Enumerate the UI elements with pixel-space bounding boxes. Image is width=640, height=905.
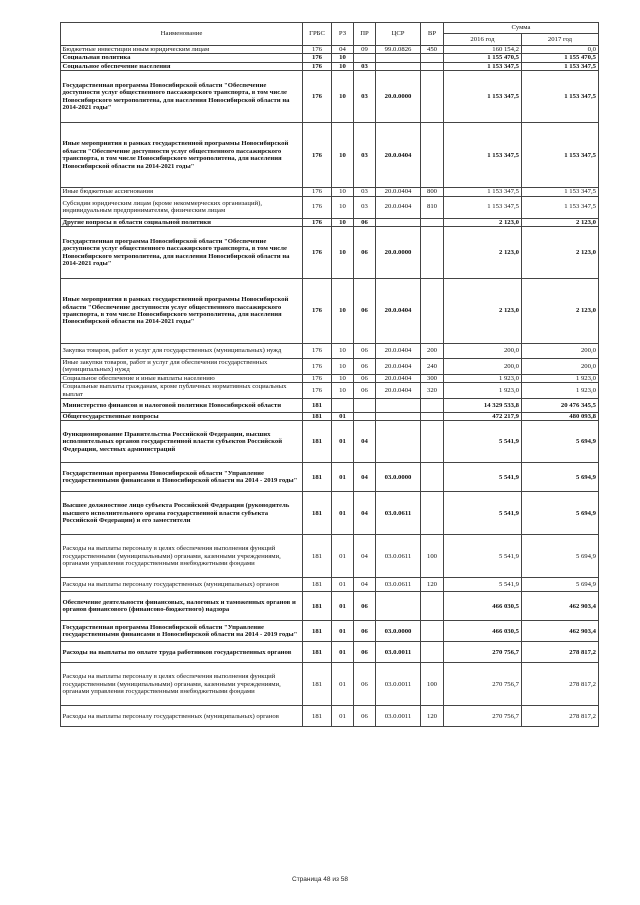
cell-rz: 10	[332, 383, 354, 399]
cell-sum-2017: 0,0	[522, 46, 599, 54]
cell-vr	[421, 71, 444, 123]
cell-name: Иные бюджетные ассигнования	[61, 188, 303, 196]
cell-rz: 01	[332, 421, 354, 463]
header-year-2016: 2016 год	[444, 34, 522, 46]
cell-csr: 99.0.0826	[376, 46, 421, 54]
cell-grbs: 176	[303, 62, 332, 70]
table-row	[61, 399, 599, 413]
cell-grbs: 181	[303, 399, 332, 413]
cell-vr	[421, 227, 444, 279]
cell-pr: 06	[354, 706, 376, 727]
cell-vr	[421, 279, 444, 344]
cell-sum-2016: 1 153 347,5	[444, 62, 522, 70]
cell-rz: 01	[332, 706, 354, 727]
cell-vr: 450	[421, 46, 444, 54]
cell-rz: 01	[332, 463, 354, 492]
cell-grbs: 181	[303, 706, 332, 727]
cell-vr: 300	[421, 374, 444, 382]
cell-csr: 20.0.0000	[376, 71, 421, 123]
table-row	[61, 359, 599, 375]
cell-csr: 03.0.0000	[376, 621, 421, 642]
cell-rz: 10	[332, 71, 354, 123]
cell-sum-2016: 160 154,2	[444, 46, 522, 54]
cell-sum-2017: 1 153 347,5	[522, 188, 599, 196]
cell-csr	[376, 62, 421, 70]
cell-rz: 01	[332, 578, 354, 592]
cell-pr: 06	[354, 344, 376, 359]
cell-sum-2017: 278 817,2	[522, 663, 599, 706]
cell-name: Иные закупки товаров, работ и услуг для обеспечения государственных (муниципальных) нужд	[61, 359, 303, 375]
cell-grbs: 176	[303, 196, 332, 218]
cell-pr: 09	[354, 46, 376, 54]
cell-sum-2017: 2 123,0	[522, 227, 599, 279]
cell-sum-2016: 5 541,9	[444, 492, 522, 535]
cell-pr: 04	[354, 578, 376, 592]
cell-name: Государственная программа Новосибирской области "Управление государственными финансами в Новосибирской области на 2014 - 2019 годы"	[61, 463, 303, 492]
cell-csr: 03.0.0611	[376, 578, 421, 592]
cell-name: Социальная политика	[61, 54, 303, 62]
cell-sum-2016: 1 153 347,5	[444, 188, 522, 196]
cell-sum-2017: 278 817,2	[522, 642, 599, 663]
cell-rz: 01	[332, 663, 354, 706]
header-pr: ПР	[354, 23, 376, 46]
table-row	[61, 578, 599, 592]
cell-name: Другие вопросы в области социальной политики	[61, 218, 303, 226]
cell-name: Социальные выплаты гражданам, кроме публичных нормативных социальных выплат	[61, 383, 303, 399]
cell-sum-2016: 466 030,5	[444, 621, 522, 642]
header-grbs: ГРБС	[303, 23, 332, 46]
cell-name: Закупка товаров, работ и услуг для государственных (муниципальных) нужд	[61, 344, 303, 359]
table-row	[61, 492, 599, 535]
cell-grbs: 181	[303, 663, 332, 706]
cell-csr	[376, 592, 421, 621]
cell-rz: 01	[332, 642, 354, 663]
cell-pr	[354, 54, 376, 62]
cell-name: Расходы на выплаты по оплате труда работников государственных органов	[61, 642, 303, 663]
cell-sum-2016: 5 541,9	[444, 535, 522, 578]
cell-vr	[421, 592, 444, 621]
cell-csr: 20.0.0404	[376, 188, 421, 196]
cell-grbs: 176	[303, 218, 332, 226]
cell-sum-2017: 278 817,2	[522, 706, 599, 727]
cell-name: Расходы на выплаты персоналу в целях обеспечения выполнения функций государственными (муниципальными) органами, казенными учреждениями, органами управления государственными внебюджетными фондами	[61, 663, 303, 706]
cell-rz: 10	[332, 359, 354, 375]
cell-sum-2017: 5 694,9	[522, 535, 599, 578]
cell-pr: 06	[354, 663, 376, 706]
cell-vr: 120	[421, 706, 444, 727]
cell-pr: 06	[354, 359, 376, 375]
cell-grbs: 181	[303, 642, 332, 663]
table-row	[61, 54, 599, 62]
cell-sum-2016: 5 541,9	[444, 421, 522, 463]
cell-vr	[421, 54, 444, 62]
cell-sum-2017: 462 903,4	[522, 592, 599, 621]
cell-pr: 03	[354, 188, 376, 196]
cell-sum-2017: 5 694,9	[522, 421, 599, 463]
cell-pr: 03	[354, 62, 376, 70]
cell-pr	[354, 399, 376, 413]
budget-table-page	[60, 22, 598, 727]
cell-csr	[376, 218, 421, 226]
cell-grbs: 181	[303, 413, 332, 421]
cell-pr: 03	[354, 196, 376, 218]
cell-name: Общегосударственные вопросы	[61, 413, 303, 421]
cell-rz: 10	[332, 196, 354, 218]
cell-rz: 10	[332, 218, 354, 226]
cell-rz: 10	[332, 227, 354, 279]
cell-vr: 800	[421, 188, 444, 196]
cell-name: Расходы на выплаты персоналу государственных (муниципальных) органов	[61, 578, 303, 592]
cell-pr: 03	[354, 71, 376, 123]
cell-sum-2017: 2 123,0	[522, 279, 599, 344]
table-row	[61, 383, 599, 399]
table-row	[61, 374, 599, 382]
cell-grbs: 181	[303, 592, 332, 621]
cell-sum-2016: 270 756,7	[444, 706, 522, 727]
cell-grbs: 176	[303, 383, 332, 399]
cell-rz: 10	[332, 344, 354, 359]
cell-sum-2016: 270 756,7	[444, 642, 522, 663]
cell-sum-2016: 2 123,0	[444, 227, 522, 279]
cell-rz: 01	[332, 535, 354, 578]
cell-name: Высшее должностное лицо субъекта Российской Федерации (руководитель высшего исполнительного органа государственной власти субъекта Российской Федерации) и его заместители	[61, 492, 303, 535]
cell-pr: 06	[354, 218, 376, 226]
cell-name: Функционирование Правительства Российской Федерации, высших исполнительных органов государственной власти субъектов Российской Федерации, местных администраций	[61, 421, 303, 463]
cell-sum-2016: 1 153 347,5	[444, 196, 522, 218]
cell-sum-2016: 466 030,5	[444, 592, 522, 621]
cell-pr: 06	[354, 279, 376, 344]
cell-name: Иные мероприятия в рамках государственной программы Новосибирской области "Обеспечение доступности услуг общественного пассажирского транспорта, в том числе Новосибирского метрополитена, для населения Новосибирской области на 2014-2021 годы"	[61, 123, 303, 188]
cell-sum-2016: 2 123,0	[444, 218, 522, 226]
table-row	[61, 535, 599, 578]
cell-csr: 03.0.0011	[376, 663, 421, 706]
cell-sum-2016: 200,0	[444, 359, 522, 375]
cell-sum-2016: 1 153 347,5	[444, 123, 522, 188]
cell-rz: 10	[332, 279, 354, 344]
cell-grbs: 176	[303, 71, 332, 123]
cell-sum-2016: 5 541,9	[444, 463, 522, 492]
table-row	[61, 196, 599, 218]
cell-grbs: 176	[303, 54, 332, 62]
table-row	[61, 62, 599, 70]
cell-vr	[421, 218, 444, 226]
cell-grbs: 176	[303, 123, 332, 188]
cell-vr: 120	[421, 578, 444, 592]
cell-vr	[421, 421, 444, 463]
cell-vr: 810	[421, 196, 444, 218]
cell-sum-2016: 200,0	[444, 344, 522, 359]
cell-rz: 10	[332, 54, 354, 62]
cell-rz: 10	[332, 62, 354, 70]
cell-vr	[421, 123, 444, 188]
cell-pr	[354, 413, 376, 421]
cell-sum-2017: 1 923,0	[522, 383, 599, 399]
cell-sum-2016: 5 541,9	[444, 578, 522, 592]
cell-pr: 04	[354, 463, 376, 492]
table-row	[61, 463, 599, 492]
cell-grbs: 181	[303, 492, 332, 535]
table-row	[61, 663, 599, 706]
header-rz: РЗ	[332, 23, 354, 46]
cell-name: Социальное обеспечение и иные выплаты населению	[61, 374, 303, 382]
cell-pr: 06	[354, 642, 376, 663]
cell-sum-2017: 20 476 345,5	[522, 399, 599, 413]
cell-sum-2017: 1 923,0	[522, 374, 599, 382]
table-row	[61, 421, 599, 463]
cell-sum-2017: 200,0	[522, 359, 599, 375]
cell-csr: 20.0.0404	[376, 196, 421, 218]
cell-vr: 100	[421, 663, 444, 706]
cell-sum-2017: 1 153 347,5	[522, 123, 599, 188]
table-row	[61, 706, 599, 727]
cell-vr: 240	[421, 359, 444, 375]
cell-vr	[421, 463, 444, 492]
cell-name: Государственная программа Новосибирской области "Обеспечение доступности услуг общественного пассажирского транспорта, в том числе Новосибирского метрополитена, для населения Новосибирской области на 2014-2021 годы"	[61, 227, 303, 279]
cell-csr	[376, 399, 421, 413]
cell-grbs: 176	[303, 279, 332, 344]
cell-rz: 01	[332, 592, 354, 621]
table-header	[61, 23, 599, 46]
cell-sum-2017: 462 903,4	[522, 621, 599, 642]
cell-name: Министерство финансов и налоговой политики Новосибирской области	[61, 399, 303, 413]
cell-grbs: 181	[303, 621, 332, 642]
header-year-2017: 2017 год	[522, 34, 599, 46]
cell-sum-2017: 5 694,9	[522, 463, 599, 492]
cell-csr: 20.0.0404	[376, 123, 421, 188]
cell-rz: 01	[332, 621, 354, 642]
cell-grbs: 181	[303, 535, 332, 578]
cell-pr: 06	[354, 374, 376, 382]
cell-grbs: 176	[303, 227, 332, 279]
table-row	[61, 621, 599, 642]
cell-vr: 320	[421, 383, 444, 399]
cell-name: Расходы на выплаты персоналу государственных (муниципальных) органов	[61, 706, 303, 727]
cell-sum-2017: 5 694,9	[522, 578, 599, 592]
cell-vr	[421, 492, 444, 535]
cell-vr	[421, 642, 444, 663]
cell-grbs: 176	[303, 46, 332, 54]
cell-vr: 100	[421, 535, 444, 578]
page-number: Страница 48 из 58	[292, 876, 348, 883]
cell-name: Социальное обеспечение населения	[61, 62, 303, 70]
cell-vr	[421, 62, 444, 70]
cell-rz: 01	[332, 413, 354, 421]
cell-sum-2017: 2 123,0	[522, 218, 599, 226]
cell-csr: 20.0.0404	[376, 374, 421, 382]
cell-sum-2017: 1 153 347,5	[522, 62, 599, 70]
cell-sum-2016: 270 756,7	[444, 663, 522, 706]
table-row	[61, 279, 599, 344]
cell-vr	[421, 413, 444, 421]
header-sum: Сумма	[444, 23, 599, 34]
cell-grbs: 176	[303, 188, 332, 196]
cell-csr: 20.0.0404	[376, 383, 421, 399]
cell-csr: 03.0.0011	[376, 642, 421, 663]
cell-pr: 06	[354, 227, 376, 279]
table-row	[61, 413, 599, 421]
cell-vr	[421, 399, 444, 413]
cell-rz: 10	[332, 123, 354, 188]
table-row	[61, 592, 599, 621]
cell-sum-2016: 1 923,0	[444, 374, 522, 382]
cell-vr	[421, 621, 444, 642]
cell-sum-2017: 480 093,8	[522, 413, 599, 421]
cell-csr: 20.0.0404	[376, 359, 421, 375]
cell-grbs: 181	[303, 463, 332, 492]
cell-csr	[376, 413, 421, 421]
cell-csr: 03.0.0611	[376, 535, 421, 578]
cell-sum-2016: 1 155 470,5	[444, 54, 522, 62]
table-row	[61, 642, 599, 663]
cell-rz: 10	[332, 188, 354, 196]
cell-sum-2016: 14 329 533,8	[444, 399, 522, 413]
cell-sum-2017: 1 153 347,5	[522, 71, 599, 123]
cell-name: Бюджетные инвестиции иным юридическим лицам	[61, 46, 303, 54]
cell-grbs: 181	[303, 421, 332, 463]
cell-sum-2017: 1 153 347,5	[522, 196, 599, 218]
table-row	[61, 218, 599, 226]
cell-name: Обеспечение деятельности финансовых, налоговых и таможенных органов и органов финансового (финансово-бюджетного) надзора	[61, 592, 303, 621]
header-csr: ЦСР	[376, 23, 421, 46]
cell-rz	[332, 399, 354, 413]
cell-csr: 20.0.0404	[376, 344, 421, 359]
cell-sum-2017: 1 155 470,5	[522, 54, 599, 62]
cell-pr: 06	[354, 621, 376, 642]
cell-grbs: 176	[303, 359, 332, 375]
cell-csr: 20.0.0000	[376, 227, 421, 279]
cell-pr: 06	[354, 592, 376, 621]
cell-sum-2016: 1 923,0	[444, 383, 522, 399]
table-row	[61, 188, 599, 196]
table-row	[61, 123, 599, 188]
cell-sum-2017: 5 694,9	[522, 492, 599, 535]
cell-name: Государственная программа Новосибирской области "Управление государственными финансами в Новосибирской области на 2014 - 2019 годы"	[61, 621, 303, 642]
cell-csr: 20.0.0404	[376, 279, 421, 344]
cell-pr: 04	[354, 492, 376, 535]
table-body	[61, 46, 599, 727]
table-row	[61, 227, 599, 279]
cell-grbs: 176	[303, 344, 332, 359]
table-row	[61, 71, 599, 123]
cell-csr: 03.0.0011	[376, 706, 421, 727]
cell-pr: 03	[354, 123, 376, 188]
cell-name: Расходы на выплаты персоналу в целях обеспечения выполнения функций государственными (муниципальными) органами, казенными учреждениями, органами управления государственными внебюджетными фондами	[61, 535, 303, 578]
cell-grbs: 176	[303, 374, 332, 382]
budget-table	[60, 22, 599, 727]
table-row	[61, 46, 599, 54]
header-vr: ВР	[421, 23, 444, 46]
cell-csr: 03.0.0000	[376, 463, 421, 492]
cell-sum-2016: 1 153 347,5	[444, 71, 522, 123]
cell-rz: 10	[332, 374, 354, 382]
cell-rz: 01	[332, 492, 354, 535]
cell-sum-2016: 2 123,0	[444, 279, 522, 344]
cell-sum-2016: 472 217,9	[444, 413, 522, 421]
cell-csr: 03.0.0611	[376, 492, 421, 535]
cell-grbs: 181	[303, 578, 332, 592]
cell-vr: 200	[421, 344, 444, 359]
cell-sum-2017: 200,0	[522, 344, 599, 359]
cell-csr	[376, 54, 421, 62]
cell-pr: 04	[354, 535, 376, 578]
cell-pr: 06	[354, 383, 376, 399]
cell-pr: 04	[354, 421, 376, 463]
header-name: Наименование	[61, 23, 303, 46]
table-row	[61, 344, 599, 359]
cell-csr	[376, 421, 421, 463]
cell-name: Иные мероприятия в рамках государственной программы Новосибирской области "Обеспечение доступности услуг общественного пассажирского транспорта, в том числе Новосибирского метрополитена, для населения Новосибирской области на 2014-2021 годы"	[61, 279, 303, 344]
cell-rz: 04	[332, 46, 354, 54]
cell-name: Государственная программа Новосибирской области "Обеспечение доступности услуг общественного пассажирского транспорта, в том числе Новосибирского метрополитена, для населения Новосибирской области на 2014-2021 годы"	[61, 71, 303, 123]
cell-name: Субсидии юридическим лицам (кроме некоммерческих организаций), индивидуальным предпринимателям, физическим лицам	[61, 196, 303, 218]
